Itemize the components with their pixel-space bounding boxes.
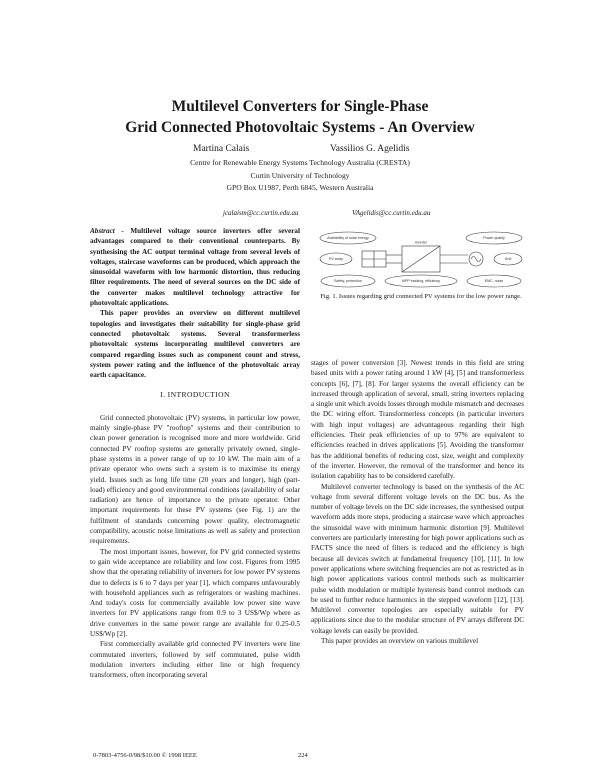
figure-label: EMC, noise (484, 279, 504, 284)
right-column (311, 358, 524, 646)
author-name: Vassilios G. Agelidis (330, 144, 410, 154)
figure-label: PV array (329, 257, 343, 262)
page-number: 224 (298, 752, 308, 759)
body-paragraph: stages of power conversion [3]. Newest trends in this field are string based units with a power rating around 1 kW [4], [5] and transformerless concepts [6], [7], [8]. For larger systems the overall efficiency can be increased through application of several, small, string inverters replacing a single unit which avoids losses through module mismatch and decreases the DC wiring effort. Transformerless concepts (in particular inverters with high input voltages) are advantageous regarding their high efficiencies. Their peak efficiencies of up to 97% are equivalent to efficiencies reached in drives applications [5]. Avoiding the transformer has the additional benefits of reducing cost, size, weight and complexity of the inverter. However, the removal of the transformer and hence its isolation capability has to be considered carefully. (311, 359, 524, 481)
abstract-paragraph-2: This paper provides an overview on different multilevel topologies and investigates their suitability for single-phase grid connected photovoltaic systems. Several transformerless photovoltaic systems incorporating multilevel converters are compared regarding issues such as component count and stress, system power rating and the influence of the photovoltaic array earth capacitance. (90, 309, 300, 380)
body-paragraph: The most important issues, however, for PV grid connected systems to gain wide acceptance are reliability and low cost. Figures from 1995 show that the operating reliability of inverters for low power PV systems due to defects is 6 to 7 days per year [1], which compares unfavourably with household appliances such as refrigerators or washing machines. And today's costs for commercially available low power sine wave inverters for PV applications range from 0.9 to 3 US$/Wp where as drive converters in the same power range are available for 0.25-0.5 US$/Wp [2]. (90, 547, 300, 638)
affiliation (100, 157, 500, 195)
affiliation-line: Curtin University of Technology (250, 170, 350, 180)
pv-system-diagram (318, 230, 524, 288)
body-paragraph: Grid connected photovoltaic (PV) systems, in particular low power, mainly single-phase PV "rooftop" systems and their contribution to clean power generation is recognised more and more worldwide. Grid connected PV rooftop systems are generally privately owned, single-phase systems in a power range of up to 10 kW. The main aim of a private operator who owns such a system is to maximise its energy yield. Issues such as long life time (20 years and longer), high (part-load) efficiency and good environmental conditions (availability of solar radiation) are hence of importance to the private operator. Other important requirements for these PV systems (see Fig. 1) are the fulfilment of standards concerning power quality, electromagnetic compatibility, acoustic noise limitations as well as safety and protection requirements. (90, 413, 300, 546)
title-line-1: Multilevel Converters for Single-Phase (171, 98, 429, 115)
affiliation-line: Centre for Renewable Energy Systems Technology Australia (CRESTA) (190, 158, 410, 167)
abstract-label: Abstract (90, 227, 115, 235)
figure-1 (318, 230, 524, 288)
affiliation-line: GPO Box U1987, Perth 6845, Western Australia (226, 183, 374, 192)
inverter-diagonal (402, 246, 440, 272)
copyright-footer: 0-7803-4756-0/98/$10.00 © 1998 IEEE (93, 752, 197, 759)
section-heading: I. INTRODUCTION (160, 390, 230, 400)
figure-label: Safety, protection (334, 279, 362, 284)
sine-symbol (471, 257, 481, 262)
abstract (90, 226, 300, 308)
paper-title (60, 96, 540, 138)
abstract-text: - Multilevel voltage source inverters offer several advantages compared to their conventional counterparts. By synthesising the AC output terminal voltage from several levels of voltages, staircase waveforms can be produced, which approach the sinusoidal waveform with low harmonic distortion, thus reducing filter requirements. The need of several sources on the DC side of the converter makes multilevel technology attractive for photovoltaic applications. (90, 227, 300, 308)
author-email: VAgelidis@cc.curtin.edu.au (352, 209, 431, 217)
title-line-2: Grid Connected Photovoltaic Systems - An Overview (125, 119, 475, 136)
body-paragraph: Multilevel converter technology is based on the synthesis of the AC voltage from several different voltage levels on the DC bus. As the number of voltage levels on the DC side increases, the synthesised output waveform adds more steps, producing a staircase wave which approaches the sinusoidal wave with minimum harmonic distortion [9]. Multilevel converters are particularly interesting for high power applications such as FACTS since the need of filters is reduced and the efficiency is high because all devices switch at fundamental frequency [10], [11]. In low power applications where switching frequencies are not as restricted as in high power applications various control methods such as multicarrier pulse width modulation or multiple hysteresis band control methods can be used to further reduce harmonics in the stepped waveform [12], [13]. Multilevel converter topologies are especially suitable for PV applications since due to the modular structure of PV arrays different DC voltage levels can easily be provided. (311, 482, 524, 635)
figure-label: Inverter (414, 240, 428, 245)
figure-label: MPP tracking, efficiency (401, 279, 441, 284)
left-column (90, 226, 300, 680)
body-paragraph: This paper provides an overview on various multilevel (321, 637, 479, 646)
figure-caption: Fig. 1. Issues regarding grid connected PV systems for the low power range. (320, 293, 522, 300)
author-name: Martina Calais (193, 144, 250, 154)
author-email: jcalaism@cc.curtin.edu.au (223, 209, 299, 217)
body-paragraph: First commercially available grid connected PV inverters were line commutated inverters, followed by self commutated, pulse width modulation inverters including either line or high frequency transformers, often incorporating several (90, 640, 300, 680)
figure-label: Grid (504, 257, 512, 262)
figure-label: Availability of solar energy (327, 236, 369, 241)
figure-label: Power quality (483, 236, 505, 241)
